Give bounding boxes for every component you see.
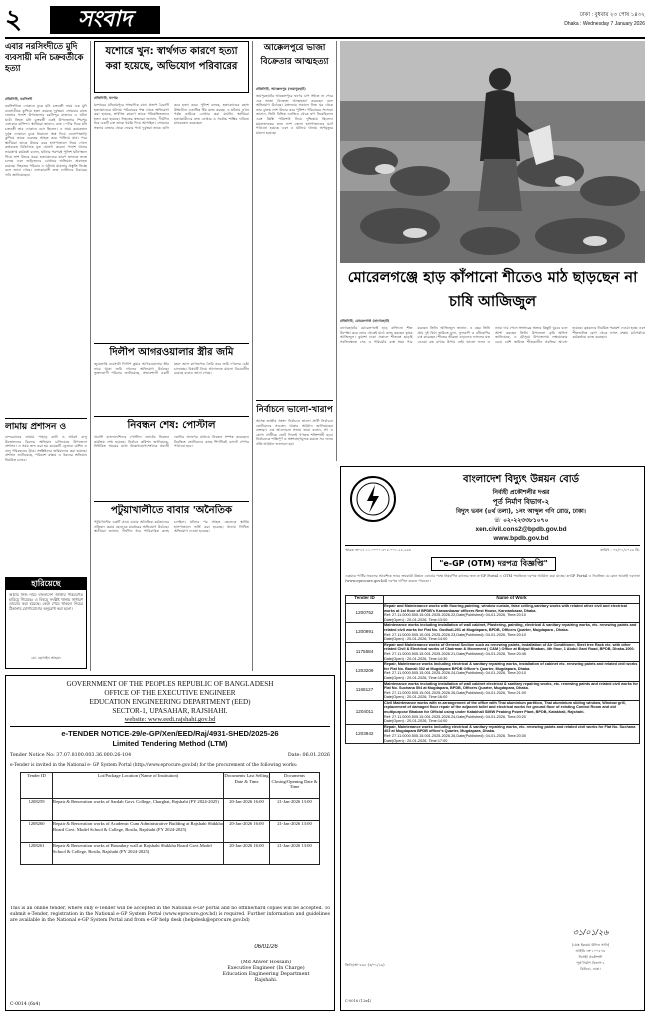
notice-title: "e-GP (OTM) দরপত্র বিজ্ঞপ্তি" [431, 557, 556, 571]
signer-id: আইডি নং-১০০৫৭৪ [575, 949, 606, 953]
signer-name: (মোঃ ইকরাম উদ্দিন সানি) [571, 943, 610, 947]
table-cell-id: 1203209 [346, 662, 384, 681]
notice-signature: মো. হোসাইন আহমদ [31, 656, 61, 660]
eed-tender-ad [5, 675, 335, 1011]
ad-code: C-0016 (12x4) [345, 999, 371, 1003]
table-cell-id: 1200752 [346, 604, 384, 623]
date: তারিখ : ০৪/০১/২০২৬ খ্রি. [600, 548, 640, 552]
table-cell-id: 1208259 [21, 799, 53, 821]
body: প্রবাসী বাংলাদেশিদের পোস্টাল ভোটের নিবন্ধন কার্যক্রম শেষ হয়েছে। নির্বাচন কমিশন জানিয়েছে, নির্ধারিত সময়ের মধ্যে উল্লেখযোগ্যসংখ্যক প্রবাসী ভোটার অ্যাপের মাধ্যমে নিবন্ধন সম্পন্ন করেছেন। নিবন্ধিত ভোটারদের কাছে শিগগিরই ব্যালট পেপার পাঠানো হবে। [94, 435, 249, 449]
table-cell-work [384, 662, 640, 681]
website: website: www.eedi.rajshahi.gov.bd [124, 716, 216, 723]
office-name: নির্বাহী প্রকৌশলীর দপ্তর [492, 489, 550, 496]
sector-address: SECTOR-1, UPASAHAR, RAJSHAHI. [112, 707, 228, 715]
gov-header [6, 680, 334, 724]
headline: লামায় প্রশাসন ও [5, 422, 67, 432]
table-cell-sell: 20-Jan-2026 16:00 [224, 821, 270, 843]
table-cell-sell: 20-Jan-2026 16:00 [224, 799, 270, 821]
tender-method: Limited Tendering Method (LTM) [112, 739, 228, 748]
body: নরসিংদীতে দোকানে ঢুকে মনি চক্রবর্তী নামে এক মুদি ব্যবসায়ীকে কুপিয়ে হত্যা করেছে দুর্বৃত্তরা। সোমবার রাতে জেলার পলাশ উপজেলার চরসিন্দুর বাজারে এ ঘটনা ঘটে। নিহত মনি চক্রবর্তী একই উপজেলার শিবপুর এলাকার বাসিন্দা। স্থানীয়রা জানান, রাত ১০টার দিকে মনি চক্রবর্তী তার দোকানে বসে ছিলেন। এ সময় কয়েকজন দুর্বৃত্ত দোকানে ঢুকে ধারালো অস্ত্র দিয়ে এলোপাতাড়ি কুপিয়ে তাকে গুরুতর আহত করে পালিয়ে যায়। পরে স্থানীয়রা তাকে উদ্ধার করে হাসপাতালে নিয়ে গেলে কর্তব্যরত চিকিৎসক মৃত ঘোষণা করেন। পলাশ থানার ভারপ্রাপ্ত কর্মকর্তা বলেন, ঘটনার পরপরই পুলিশ ঘটনাস্থলে গিয়ে লাশ উদ্ধার করে। হত্যাকাণ্ডের কারণ জানতে তদন্ত চলছে এবং জড়িতদের গ্রেপ্তারে অভিযান অব্যাহত রয়েছে। নিহতের পরিবার এ ঘটনায় মামলার প্রস্তুতি নিচ্ছে বলে জানা গেছে। এলাকাবাসী দ্রুত দোষীদের বিচারের দাবি জানিয়েছেন। [5, 104, 87, 177]
work-dateop: Date(Open) : 20-01-2026, Time:14:00 [384, 637, 448, 642]
ad-code: C-0014 (6x4) [10, 1002, 41, 1007]
work-ref: Ref: 27.11.0000.505.15.001.2025-2026.22,Date(Published): 04-01-2026, Time:20:10 [384, 613, 526, 618]
work-dateop: Date(Open) : 20-01-2026, Time:14:00 [384, 719, 448, 724]
gov-name: GOVERNMENT OF THE PEOPLES REPUBLIC OF BANGLADESH [66, 680, 274, 688]
table-cell-desc: Repair & Renovation works of Sardah Govt. College, Charghat, Rajshahi (FY 2024-2025) [53, 799, 224, 821]
table-row [21, 799, 320, 821]
headline: পটুয়াখালীতে বাবার 'অনৈতিক [111, 505, 232, 516]
phone: ☏ ০২-২২৩৩৮১০৭০ [493, 517, 549, 524]
table-row [21, 843, 320, 865]
table-row [346, 724, 640, 743]
work-work: Repair, Maintenance works including electrical & sanitary repairing works, etc. renewing paints and related civil works for Flat No. Suchana 403 at Mugdapara BPDB officer's Quarter, Mugdapara, Dhaka. [384, 724, 636, 734]
signer-place: Rajshahi. [254, 978, 278, 983]
work-work: Civil Maintenance works with re-arrangement of the office with Thai aluminium partition, Thai aluminium sliding window, Window grill, replacement of damaged floor repair of the adjacent toilet and electrical works for ground floor of existing Control Room and old multipurpose Bhaban for Official using under Katakhali SIMW Peaking Power Plant, BPDB, Katakhali, Rajshahi. [384, 700, 626, 715]
article-jashore [94, 41, 249, 341]
col-header: Lot/Package Location (Name of Institution) [53, 773, 224, 799]
body: আসন্ন জাতীয় সংসদ নির্বাচনে ভালো প্রার্থী নির্বাচনে ভোটারদের সচেতন থাকার আহ্বান জানিয়েছেন বক্তারা। এক আলোচনা সভায় তারা বলেন, সৎ ও যোগ্য প্রার্থীকে ভোট দিলেই গণতন্ত্র শক্তিশালী হবে। নির্বাচনকে শান্তিপূর্ণ ও অংশগ্রহণমূলক করতে সব দলের প্রতি আহ্বান জানানো হয়। [256, 419, 333, 446]
table-row [346, 604, 640, 623]
headline: এবার নরসিংদীতে মুদি ব্যবসায়ী মনি চক্রবর্তীকে হত্যা [5, 41, 84, 73]
memo: স্মারক নং-২৭.১১.০০০০.৫০৫.০০১.২৫.২৬৪ [345, 548, 412, 552]
page-number: ২ [5, 6, 22, 34]
table-cell-close: 21-Jan-2026 13:00 [270, 821, 320, 843]
notice-heading: হারিয়েছে [6, 578, 86, 590]
body: জয়পুরহাটের আক্কেলপুরে ঋণের চাপ সইতে না পেরে এক ভাজা বিক্রেতা আত্মহত্যা করেছেন বলে অভিযোগ উঠেছে। মঙ্গলবার সকালে নিজ ঘর থেকে তার ঝুলন্ত লাশ উদ্ধার করে পুলিশ। পরিবারের সদস্যরা জানান, তিনি বিভিন্ন এনজিও থেকে ঋণ নিয়েছিলেন এবং কিস্তি পরিশোধ নিয়ে দুশ্চিন্তায় ছিলেন। ময়নাতদন্তের জন্য লাশ জেলা হাসপাতালের মর্গে পাঠানো হয়েছে এবং এ ঘটনায় থানায় অপমৃত্যুর মামলা হয়েছে। [256, 94, 333, 135]
work-dateop: Date(Open) : 20-01-2026, Time:14:30 [384, 656, 448, 661]
table-cell-id: 1168127 [346, 681, 384, 700]
table-row [346, 642, 640, 661]
col-header: Documents Closing/Opening Date & Time [270, 773, 320, 799]
masthead [5, 6, 645, 36]
signature-date: ৩১/০১/২৬ [572, 928, 609, 937]
work-dateop: Date(Open) : 20-01-2026, Time:15:30 [384, 675, 448, 680]
article-dilip [94, 346, 249, 414]
table-row [346, 623, 640, 642]
work-dateop: Date(Open) : 20-01-2026, Time:16:00 [384, 695, 448, 700]
col-header: Tender ID [346, 596, 384, 604]
signer-title: নির্বাহী প্রকৌশলী [578, 955, 603, 959]
work-work: Repair and Maintenance works of General Section such as renewing paints, installation of Air Conditioner, Steel tree Rack etc. with other related Civil & Electrical works of Chairman & Movement ( C&M ) Office at Bidyut Bhaban, 4th floor, 1 Abdul Gani Road, BPDB, Dhaka-1000. [384, 642, 635, 652]
table-cell-id: 1203942 [346, 724, 384, 743]
signer-name: (Md Anwer Hossain) [240, 960, 292, 965]
work-work: Repair and Maintenance works with flooring,painting, window curtain, false ceiling,sanitary works with related other civil and electrical works at 1st floor of BPDB's Karwanbazar officers Rest House, Karwanbazar, Dhaka. [384, 604, 628, 613]
feature-photo [340, 41, 645, 263]
paper-name-logo: সংবাদ [50, 6, 160, 34]
feature-body: বাগেরহাটের মোরেলগঞ্জে হাড় কাঁপানো শীত উপেক্ষা করে ভোর থেকেই মাঠে কাজ করছেন কৃষক আজিজুল। কুয়াশা ঢাকা সকালে শীতবস্ত্র ছাড়াই সবজিক্ষেতে সেচ ও পরিচর্যায় ব্যস্ত সময় পার করছেন তিনি। আজিজুল জানান, এ বছর তিনি প্রায় দুই বিঘা জমিতে মুলা, ফুলকপি ও বাঁধাকপির চাষ করেছেন। শীতের তীব্রতা বাড়লেও ফসলের যত্ন নেওয়া বন্ধ রাখার উপায় নেই। ভালো ফলন ও ন্যায্য দাম পেলে সংসারের অভাব কিছুটা ঘুচবে বলে আশা করছেন তিনি। উপজেলা কৃষি অফিস জানিয়েছে, এ মৌসুমে উপজেলায় লক্ষ্যমাত্রার চেয়ে বেশি জমিতে শীতকালীন সবজির আবাদ হয়েছে। কৃষকদের নিয়মিত পরামর্শ দেওয়া হচ্ছে এবং শীতজনিত রোগ থেকে ফসল রক্ষায় মাঠপর্যায়ে কর্মকর্তারা কাজ করছেন। [340, 326, 645, 344]
work-ref: Ref: 27.11.0000.505.15.001.2025-2026.21,Date(Published): 04-01-2026, Time:20:45 [384, 651, 526, 656]
divider [94, 501, 249, 502]
memo: Tender Notice No: 37.07.8100.003.36.000.26-104 [10, 753, 132, 758]
col-header: Tender ID [21, 773, 53, 799]
byline: প্রতিনিধি, যশোর [94, 96, 118, 100]
table-cell-work [384, 724, 640, 743]
article-postal [94, 419, 249, 499]
headline: দিলীপ আগরওয়ালার স্ত্রীর জমি [109, 347, 234, 358]
work-work: Maintenance works including installation of wall cabinet, Plastering, painting, electrical & sanitary repairing works, etc. renewing paints and related civil works for Flat No. Godhuli-201 at Mugdapara, BPDB, Officers Quarter, Mugdapara , Dhaka. [384, 623, 637, 632]
article-akkelpur [256, 41, 333, 301]
eed-tender-table [20, 772, 320, 902]
feature-byline: প্রতিনিধি, মোরেলগঞ্জ (বাগেরহাট) [340, 319, 390, 323]
header-rule [345, 545, 640, 546]
farmer-photo-image [340, 41, 645, 263]
email: xen.civil.cons2@bpdb.gov.bd [475, 526, 567, 533]
work-ref: Ref: 27.11.0000.505.15.001.2025-2026.24,Date(Published): 04-01-2026, Time:20:10 [384, 671, 526, 676]
byline: প্রতিনিধি, আক্কেলপুর (জয়পুরহাট) [256, 87, 306, 91]
body: পটুয়াখালীর একটি গ্রামে বাবার অনৈতিক কর্মকাণ্ডের প্রতিবাদ করায় ছেলেকে মারধরের অভিযোগ উঠেছে। স্থানীয়রা জানান, দীর্ঘদিন ধরে পারিবারিক কলহ চলছিল। ঘটনার পর আহত ছেলেকে স্থানীয় হাসপাতালে ভর্তি করা হয়েছে। থানায় লিখিত অভিযোগ দেওয়া হয়েছে। [94, 520, 249, 534]
column-rule [252, 41, 253, 671]
work-ref: Ref: 27.11.0000.505.15.001.2025-2026.26,Date(Published): 04-01-2026, Time:20:30 [384, 734, 526, 739]
signature-date: 06/01/26 [254, 944, 278, 950]
divider [256, 400, 333, 401]
table-cell-id: 1208261 [21, 843, 53, 865]
divider [5, 418, 87, 419]
table-cell-sell: 20-Jan-2026 16:00 [224, 843, 270, 865]
work-work: Maintenance works including installation of wall cabinet electrical & sanitary repairing works, etc. renewing paints and related civil works for Flat No. Suchana 504 at Mugdapara, BPDB, Officers Quarter, Mugdapara, Dhaka. [384, 681, 639, 691]
signer-block [202, 960, 330, 1000]
body: যশোরের মনিরামপুরে সাংবাদিক রানা প্রতাপ বৈরাগী হত্যাকাণ্ডের ঘটনায় পরিবারের পক্ষ থেকে অভিযোগ করা হয়েছে, স্বার্থগত কারণে তাকে পরিকল্পিতভাবে হত্যা করা হয়েছে। নিহতের স্বজনরা জানান, দীর্ঘদিন ধরে একটি চক্র তাকে হুমকি দিয়ে আসছিল। সোমবার সন্ধ্যায় বাজার থেকে ফেরার পথে দুর্বৃত্তরা তাকে গুলি করে হত্যা করে। পুলিশ বলছে, হত্যাকাণ্ডের রহস্য উদ্ঘাটনে একাধিক টিম কাজ করছে। এ ঘটনায় এখন পর্যন্ত কাউকে গ্রেপ্তার করা যায়নি। স্থানীয়রা হত্যাকারীদের দ্রুত গ্রেপ্তার ও সর্বোচ্চ শাস্তির দাবিতে মানববন্ধন করেছেন। [94, 103, 249, 130]
table-cell-work [384, 642, 640, 661]
table-cell-id: 1204011 [346, 700, 384, 724]
notice-title: e-TENDER NOTICE-29/e-GP/Xen/EED/Raj/4931-SHED/2025-26 [61, 729, 279, 738]
address: বিদ্যুৎ ভবন (৪র্থ তলা), ১নং আব্দুল গণি রোড, ঢাকা। [456, 508, 586, 515]
title-rule [10, 726, 330, 727]
office-name: OFFICE OF THE EXECUTIVE ENGINEER [104, 689, 236, 697]
table-row [346, 700, 640, 724]
work-work: Repair, Maintenance works including electrical & sanitary repairing works, installation of cabinet etc. renewing paints and related civil works for Flat No. Bamali 302 at Mugdapara BPDB Officer's Quarter, Mugdapara, Dhaka. [384, 662, 638, 671]
article-election [256, 403, 333, 671]
date-en: Dhaka : Wednesday 7 January 2026 [564, 21, 645, 27]
lost-notice [5, 577, 87, 669]
intro: একমাত্র পার্টির সকলের আবশ্যিক ভাবে ক্রয়কারী উন্নয়ন বোর্ডের পক্ষে নিম্নবর্ণিত কাজের জন্য e-GP Portal এ OTM পদ্ধতিতে দরপত্র আহ্বান করা যাচ্ছে। e-GP Portal এ নিবন্ধিত যে কোন আগ্রহী দরদাতা (www.eprocure.gov.bd) দরপত্র দাখিল করতে পারবেন। [345, 574, 640, 583]
table-cell-work [384, 604, 640, 623]
table-cell-id: 1175584 [346, 642, 384, 661]
notice-body: আমার নিজ নামে বাংলাদেশ জাতীয় পরিচয়পত্র হারিয়ে গিয়েছে। এ বিষয়ে সংশ্লিষ্ট থানায় সাধারণ ডায়েরি করা হয়েছে। কেউ পেয়ে থাকলে নিচের ঠিকানায় যোগাযোগের অনুরোধ করা হলো। [9, 593, 83, 611]
divider [94, 416, 249, 417]
table-cell-desc: Repair & Renovation works of Boundary wall at Rajshahi Shikkha Board Govt.Model School & College, Bosila, Rajshahi (FY 2024-2025) [53, 843, 224, 865]
bpdb-tender-table [345, 595, 640, 925]
date: Date: 06.01.2026 [287, 753, 330, 758]
table-row [346, 662, 640, 681]
date-bn: ঢাকা : বুধবার ২৩ পৌষ ১৪৩২ [579, 12, 645, 18]
work-ref: Ref: 27.11.0000.505.15.001.2025-2026.23,Date(Published): 04-01-2026, Time:20:10 [384, 632, 526, 637]
signer-dept: Education Engineering Department [222, 972, 310, 977]
work-ref: Ref: 27.11.0000.505.15.001.2025-2026.26,Date(Published): 04-01-2026, Time:21:00 [384, 690, 526, 695]
column-rule [336, 41, 337, 461]
table-cell-close: 21-Jan-2026 13:00 [270, 799, 320, 821]
table-row [21, 821, 320, 843]
work-dateop: Date(Open) : 20-01-2026, Time:13:00 [384, 617, 448, 622]
feature-headline: মোরেলগঞ্জে হাড় কাঁপানো শীতেও মাঠ ছাড়ছেন না চাষি আজিজুল [347, 270, 638, 310]
table-cell-id: 1208260 [21, 821, 53, 843]
intro: e-Tender is invited in the National e- GP System Portal (http://www.eprocure.gov.bd) for the procurement of the following works: [10, 763, 298, 768]
table-cell-work [384, 700, 640, 724]
body: বান্দরবানের লামায় পাহাড় কাটা ও অবৈধ বালু উত্তোলনের বিরুদ্ধে অভিযান চালিয়েছে উপজেলা প্রশাসন। এ সময় জব্দ করা হয় কয়েকটি ড্রেজার মেশিন ও বালু পরিবহনের ট্রাক। সংশ্লিষ্টদের জরিমানাও করা হয়েছে। প্রশাসন জানিয়েছে, পরিবেশ রক্ষায় এ ধরনের অভিযান নিয়মিত চলবে। [5, 435, 87, 462]
headline: নির্বাচনে ভালো-খারাপ [256, 405, 333, 415]
org-name: বাংলাদেশ বিদ্যুৎ উন্নয়ন বোর্ড [463, 474, 579, 485]
table-cell-desc: Repair & Renovation works of Academic Cum Administrative Building at Rajshahi Shikkha Board Govt. Model School & College, Bosila, Rajshahi (FY 2024-2025) [53, 821, 224, 843]
footer-text: This is an online tender, where only e-Tender will be accepted in the National e-GP portal and no offline/hard copies will be accepted. To submit e-Tender, registration in the National e-GP System Portal (www.eprocure.gov.bd) is required. Further information and guidelines are available in the National e-GP System Portal and from e-GP help desk (helpdesk@eprocure.gov.bd) [10, 906, 330, 923]
signer-title: Executive Engineer (In Charge) [227, 966, 305, 971]
bpdb-tender-ad [340, 466, 645, 1011]
signer-division: পূর্ত নির্মাণ বিভাগ-২ [576, 961, 605, 965]
table-cell-work [384, 623, 640, 642]
ad-number: জিডি/আ-৫৬৮ (৩/০১/২৬) [345, 963, 385, 967]
body: জুয়েলারি ব্যবসায়ী দিলীপ কুমার আগরওয়ালার স্ত্রীর নামে থাকা জমি দখলের অভিযোগ উঠেছে। ভুক্তভোগী পরিবার জানিয়েছে, প্রভাবশালী একটি মহল জাল কাগজপত্র তৈরি করে জমি দখলের চেষ্টা চালাচ্ছে। বিষয়টি নিয়ে আদালতে মামলা বিচারাধীন রয়েছে বলেও জানা গেছে। [94, 362, 249, 376]
work-dateop: Date(Open) : 20-01-2026, Time:17:00 [384, 738, 448, 743]
masthead-rule [5, 37, 645, 39]
work-ref: Ref: 27.11.0000.505.15.001.2025-2026.24,Date(Published): 04-01-2026, Time:20:20 [384, 714, 526, 719]
divider [94, 343, 249, 344]
table-row [346, 681, 640, 700]
website: www.bpdb.gov.bd [493, 535, 549, 542]
dept-name: EDUCATION ENGINEERING DEPARTMENT (EED) [89, 698, 251, 706]
byline: প্রতিনিধি, নরসিংদী [5, 97, 33, 101]
bpdb-logo-icon [349, 475, 397, 523]
article-patuakhali [94, 504, 249, 670]
article-narsingdi [5, 41, 87, 416]
division-name: পূর্ত নির্মাণ বিভাগ-২ [492, 498, 550, 506]
column-rule [90, 41, 91, 671]
col-header: Name of Work [384, 596, 640, 604]
signer-place: বিউবো, ঢাকা। [580, 967, 601, 971]
article-lama [5, 421, 87, 573]
table-cell-id: 1200991 [346, 623, 384, 642]
table-cell-close: 21-Jan-2026 13:00 [270, 843, 320, 865]
headline: যশোরে খুন: স্বার্থগত কারণে হত্যা করা হয়েছে, অভিযোগ পরিবারের [94, 41, 249, 93]
table-cell-work [384, 681, 640, 700]
headline: আক্কেলপুরে ভাজা বিক্রেতার আত্মহত্যা [260, 43, 329, 67]
col-header: Documents Last Selling Date & Time [224, 773, 270, 799]
headline: নিবন্ধন শেষ: পোস্টাল [127, 420, 216, 431]
